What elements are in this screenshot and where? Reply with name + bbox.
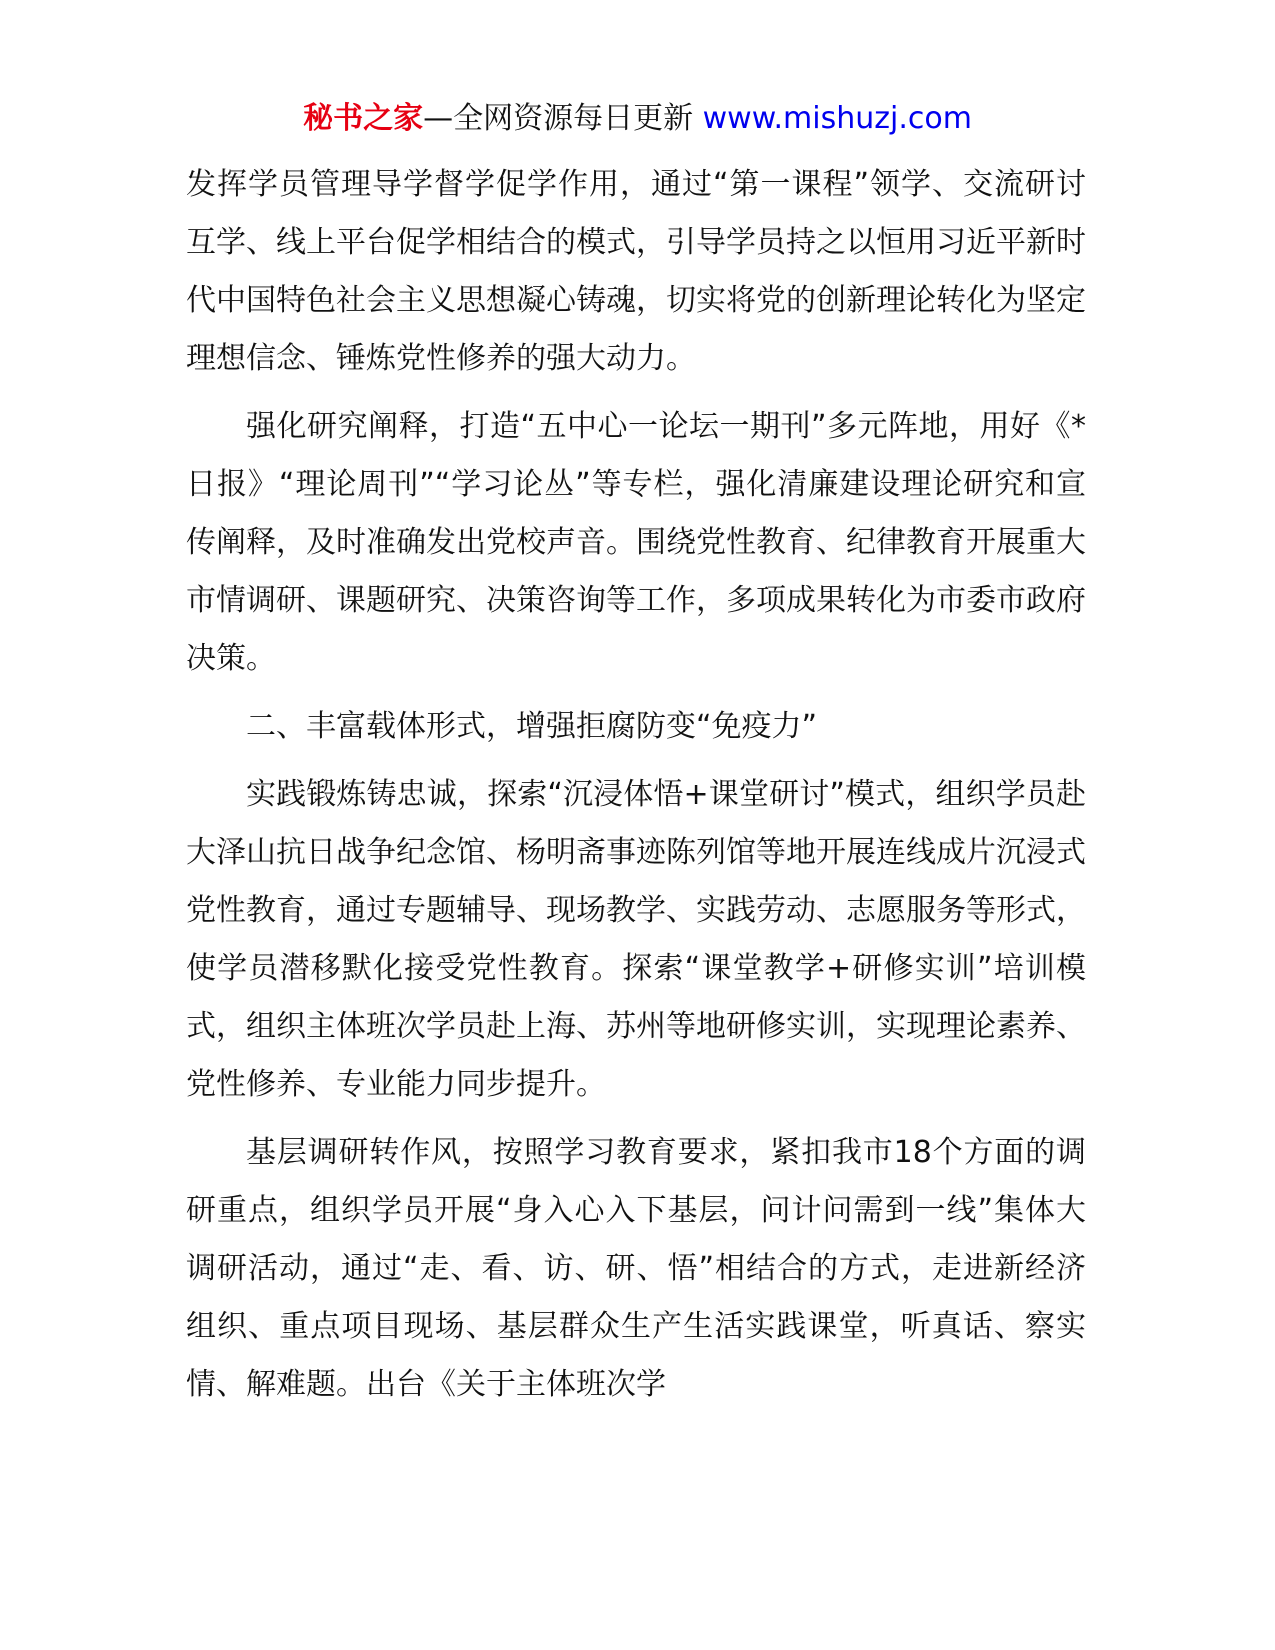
paragraph: 实践锻炼铸忠诚，探索“沉浸体悟+课堂研讨”模式，组织学员赴大泽山抗日战争纪念馆、杨明斋事迹陈列馆等地开展连线成片沉浸式党性教育，通过专题辅导、现场教学、实践劳动、志愿服务等形式，使学员潜移默化接受党性教育。探索“课堂教学+研修实训”培训模式，组织主体班次学员赴上海、苏州等地研修实训，实现理论素养、党性修养、专业能力同步提升。 (186, 777, 1086, 1102)
website-link[interactable]: www.mishuzj.com (702, 101, 972, 136)
paragraph: 发挥学员管理导学督学促学作用，通过“第一课程”领学、交流研讨互学、线上平台促学相结合的模式，引导学员持之以恒用习近平新时代中国特色社会主义思想凝心铸魂，切实将党的创新理论转化为坚定理想信念、锤炼党性修养的强大动力。 (186, 167, 1086, 376)
brand-name: 秘书之家 (303, 101, 424, 136)
section-heading: 二、丰富载体形式，增强拒腐防变“免疫力” (246, 709, 818, 744)
paragraph: 基层调研转作风，按照学习教育要求，紧扣我市18个方面的调研重点，组织学员开展“身入心入下基层，问计问需到一线”集体大调研活动，通过“走、看、访、研、悟”相结合的方式，走进新经济组织、重点项目现场、基层群众生产生活实践课堂，听真话、察实情、解难题。出台《关于主体班次学 (186, 1135, 1086, 1402)
header-tagline: —全网资源每日更新 (423, 101, 694, 136)
paragraph: 强化研究阐释，打造“五中心一论坛一期刊”多元阵地，用好《*日报》“理论周刊”“学习论丛”等专栏，强化清廉建设理论研究和宣传阐释，及时准确发出党校声音。围绕党性教育、纪律教育开展重大市情调研、课题研究、决策咨询等工作，多项成果转化为市委市政府决策。 (186, 409, 1086, 676)
document-body (186, 156, 1086, 1424)
page-header (0, 99, 1275, 139)
